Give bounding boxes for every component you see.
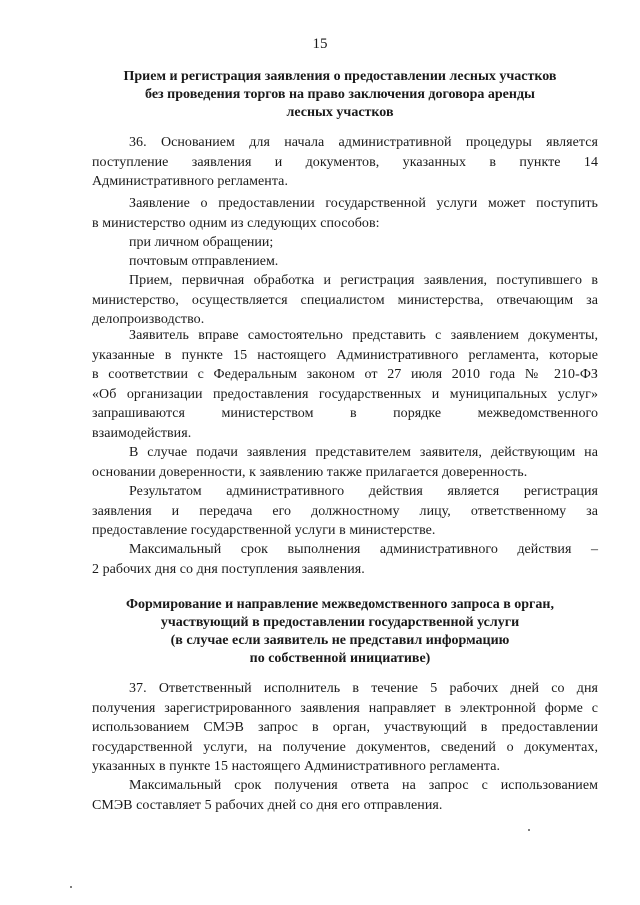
heading-line: Формирование и направление межведомственного запроса в орган, bbox=[126, 597, 554, 612]
text-line: Прием, первичная обработка и регистрация заявления, поступившего в bbox=[129, 273, 598, 288]
paragraph-applicant-documents bbox=[92, 326, 598, 443]
text-line: «Об организации предоставления государственных и муниципальных услуг» bbox=[92, 386, 598, 402]
paragraph-submission bbox=[92, 194, 598, 233]
section-heading-reception bbox=[90, 68, 590, 122]
paragraph-36 bbox=[92, 133, 598, 192]
text-line: взаимодействия. bbox=[92, 425, 192, 441]
text-line: указанных в пункте 15 настоящего Административного регламента. bbox=[92, 759, 501, 774]
text-line: делопроизводство. bbox=[92, 312, 205, 327]
text-line: Заявление о предоставлении государственной услуги может поступить bbox=[129, 196, 598, 211]
text-line: получения зарегистрированного заявления направляет в электронной форме с bbox=[92, 700, 598, 716]
text-line: запрашиваются министерством в порядке межведомственного bbox=[92, 406, 598, 421]
text-line: Административного регламента. bbox=[92, 174, 288, 189]
text-line: 2 рабочих дня со дня поступления заявления. bbox=[92, 561, 365, 577]
heading-line: без проведения торгов на право заключения договора аренды bbox=[145, 87, 535, 102]
text-line: государственной услуги, на получение документов, сведений о документах, bbox=[92, 739, 598, 755]
heading-line: участвующий в предоставлении государственной услуги bbox=[160, 615, 520, 630]
text-line: В случае подачи заявления представителем заявителя, действующим на bbox=[129, 445, 598, 460]
paragraph-reception bbox=[92, 271, 598, 330]
text-line: в соответствии с Федеральным законом от 27 июля 2010 года № 210-ФЗ bbox=[92, 367, 598, 382]
paragraph-representative bbox=[92, 443, 598, 482]
text-line: Результатом административного действия является регистрация bbox=[129, 484, 598, 499]
text-line: СМЭВ составляет 5 рабочих дней со дня его отправления. bbox=[92, 797, 443, 813]
heading-line: (в случае если заявитель не представил информацию bbox=[170, 633, 510, 648]
text-line: Заявитель вправе самостоятельно представить с заявлением документы, bbox=[129, 328, 598, 343]
text-line: 37. Ответственный исполнитель в течение 5 рабочих дней со дня bbox=[129, 681, 598, 696]
paragraph-deadline bbox=[92, 540, 598, 579]
text-line: предоставление государственной услуги в министерстве. bbox=[92, 523, 436, 538]
paragraph-37 bbox=[92, 679, 598, 777]
paragraph-result bbox=[92, 482, 598, 541]
text-line: использованием СМЭВ запрос в орган, участвующий в предоставлении bbox=[92, 720, 598, 735]
list-item-by-post: почтовым отправлением. bbox=[129, 254, 279, 269]
text-line: поступление заявления и документов, указанных в пункте 14 bbox=[92, 154, 598, 170]
text-line: министерство, осуществляется специалистом министерства, отвечающим за bbox=[92, 292, 598, 308]
page-number: 15 bbox=[312, 36, 328, 52]
text-line: основании доверенности, к заявлению также прилагается доверенность. bbox=[92, 464, 528, 480]
text-line: заявления и передача его должностному лицу, ответственному за bbox=[92, 503, 598, 519]
heading-line: по собственной инициативе) bbox=[249, 651, 431, 666]
section-heading-interagency-request bbox=[90, 596, 590, 668]
text-line: 36. Основанием для начала административной процедуры является bbox=[129, 135, 598, 150]
scan-speck bbox=[70, 886, 72, 888]
text-line: указанные в пункте 15 настоящего Административного регламента, которые bbox=[92, 347, 598, 363]
text-line: Максимальный срок выполнения административного действия – bbox=[129, 542, 598, 557]
text-line: Максимальный срок получения ответа на запрос с использованием bbox=[129, 778, 598, 793]
text-line: в министерство одним из следующих способов: bbox=[92, 215, 380, 231]
heading-line: Прием и регистрация заявления о предоставлении лесных участков bbox=[123, 69, 557, 84]
heading-line: лесных участков bbox=[286, 105, 394, 120]
scan-speck bbox=[528, 829, 530, 831]
list-item-in-person: при личном обращении; bbox=[129, 235, 274, 250]
paragraph-response-deadline bbox=[92, 776, 598, 815]
